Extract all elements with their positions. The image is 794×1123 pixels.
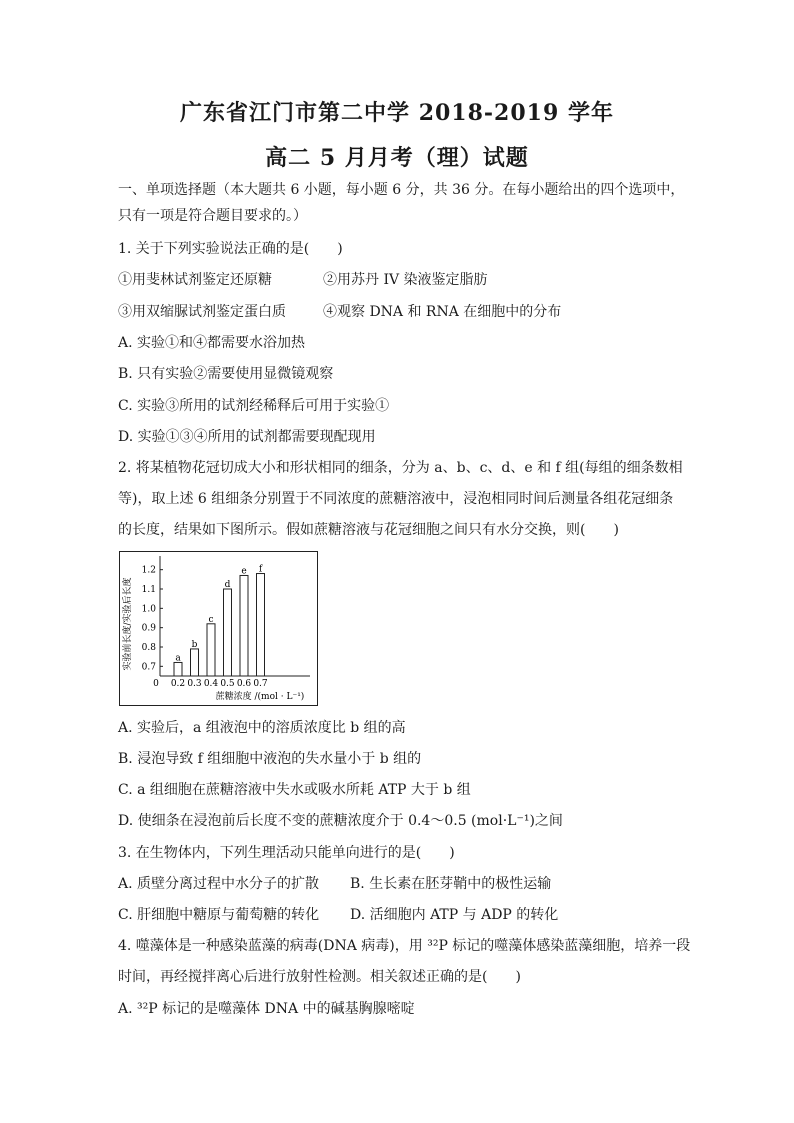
q2-option-c: C. a 组细胞在蔗糖溶液中失水或吸水所耗 ATP 大于 b 组 [118,782,471,798]
q2-option-d: D. 使细条在浸泡前后长度不变的蔗糖浓度介于 0.4～0.5 (mol·L⁻¹)之间 [118,813,563,829]
x-tick-label: 0.7 [253,679,268,689]
q3-option-a: A. 质壁分离过程中水分子的扩散 [118,876,320,892]
q4-stem-2: 时间，再经搅拌离心后进行放射性检测。相关叙述正确的是( ) [118,969,521,985]
y-tick-label: 1.0 [141,604,156,615]
y-tick-label: 0.9 [141,623,156,634]
x-tick-label: 0.5 [220,679,235,689]
bar-c [207,624,215,676]
section-instruction-2: 只有一项是符合题目要求的。） [118,208,307,224]
x-tick-label: 0.2 [170,679,186,689]
bar-label: d [224,580,231,590]
q1-stem: 1. 关于下列实验说法正确的是( ) [118,241,343,257]
section-instruction-1: 一、单项选择题（本大题共 6 小题，每小题 6 分，共 36 分。在每小题给出的四个选项中， [118,182,685,198]
y-tick-label: 0.7 [141,662,156,673]
y-tick-label: 1.2 [141,565,156,576]
q3-option-b: B. 生长素在胚芽鞘中的极性运输 [350,876,552,892]
y-tick-label: 0.8 [141,643,156,653]
bar-label: f [258,564,263,575]
x-tick-label: 0.3 [187,679,202,689]
exam-title-line1: 广东省江门市第二中学 2018-2019 学年 [180,100,614,126]
q3-option-d: D. 活细胞内 ATP 与 ADP 的转化 [350,907,559,923]
q1-item-3: ③用双缩脲试剂鉴定蛋白质 [118,304,286,320]
q1-option-c: C. 实验③所用的试剂经稀释后可用于实验① [118,398,390,414]
bar-f [257,574,265,676]
q2-stem-3: 的长度，结果如下图所示。假如蔗糖溶液与花冠细胞之间只有水分交换，则( ) [118,522,619,538]
bar-chart [120,552,317,705]
q4-stem-1: 4. 噬藻体是一种感染蓝藻的病毒(DNA 病毒)，用 ³²P 标记的噬藻体感染蓝藻细胞，培养一段 [118,938,691,954]
bar-a [174,662,182,676]
y-tick-label: 1.1 [141,585,156,595]
q4-option-a: A. ³²P 标记的是噬藻体 DNA 中的碱基胸腺嘧啶 [118,1001,415,1017]
x-axis-label: 蔗糖浓度 /(mol · L⁻¹) [215,692,305,702]
q1-item-4: ④观察 DNA 和 RNA 在细胞中的分布 [323,304,562,320]
q2-option-b: B. 浸泡导致 f 组细胞中液泡的失水量小于 b 组的 [118,751,422,767]
bar-label: e [241,566,247,577]
bar-b [191,649,199,676]
q3-stem: 3. 在生物体内，下列生理活动只能单向进行的是( ) [118,845,455,861]
bar-label: b [191,639,198,650]
y-axis-label: 实验前长度/实验后长度 [123,577,133,671]
q2-stem-2: 等)，取上述 6 组细条分别置于不同浓度的蔗糖溶液中，浸泡相同时间后测量各组花冠细条 [118,491,674,507]
bar-label: a [175,653,181,664]
x-tick-label: 0.4 [203,679,219,689]
q1-item-1: ①用斐林试剂鉴定还原糖 [118,272,272,288]
q1-item-2: ②用苏丹 IV 染液鉴定脂肪 [323,272,488,288]
q2-option-a: A. 实验后，a 组液泡中的溶质浓度比 b 组的高 [118,720,406,736]
exam-title-line2: 高二 5 月月考（理）试题 [265,145,529,171]
q1-option-d: D. 实验①③④所用的试剂都需要现配现用 [118,429,376,445]
bar-label: c [208,614,214,625]
origin-label: 0 [153,679,159,689]
x-tick-label: 0.6 [236,679,252,689]
q2-stem-1: 2. 将某植物花冠切成大小和形状相同的细条，分为 a、b、c、d、e 和 f 组(每组的细条数相 [118,460,683,476]
bar-chart-figure [119,551,318,706]
bar-e [240,575,248,676]
q3-option-c: C. 肝细胞中糖原与葡萄糖的转化 [118,907,320,923]
q1-option-a: A. 实验①和④都需要水浴加热 [118,335,306,351]
bar-d [224,589,232,676]
q1-option-b: B. 只有实验②需要使用显微镜观察 [118,366,334,382]
